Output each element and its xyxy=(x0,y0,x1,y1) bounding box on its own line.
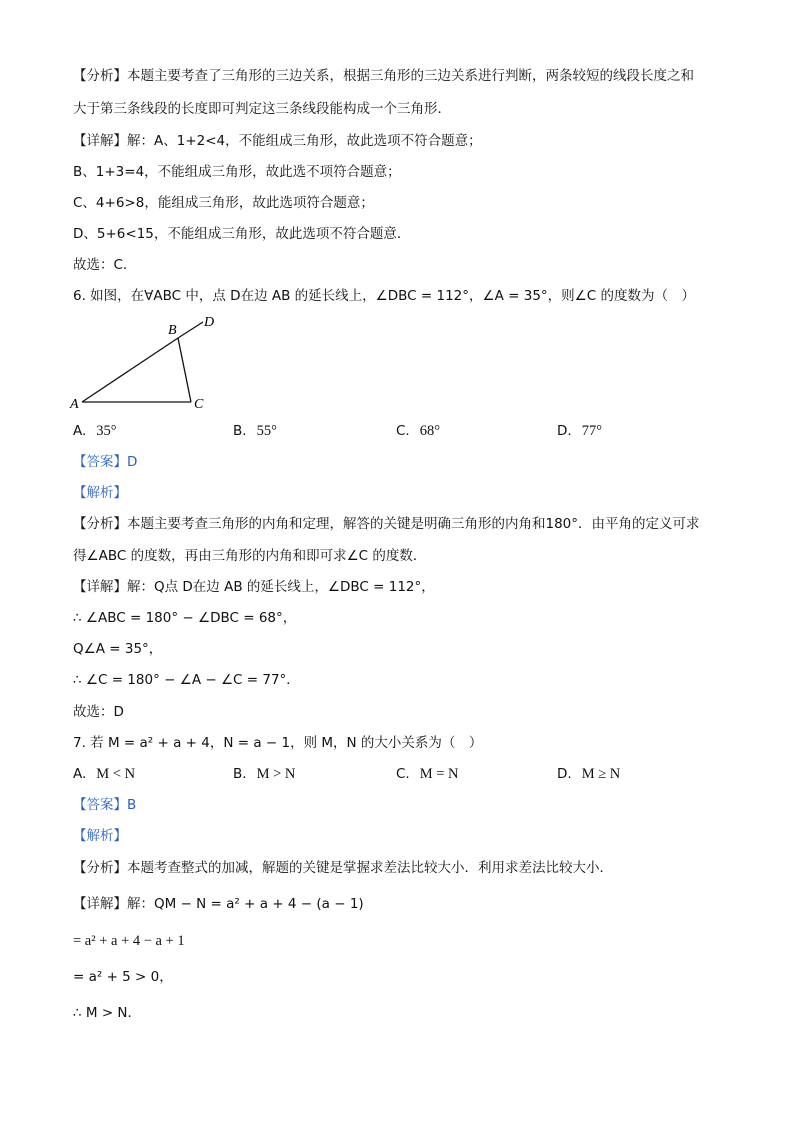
q6-option-c xyxy=(396,422,440,440)
q6-option-a xyxy=(73,422,117,440)
q5-detail-b: B、1+3=4，不能组成三角形，故此选不项符合题意； xyxy=(73,164,401,180)
label-b: B xyxy=(168,323,177,338)
q7-stem: 7. 若 M = a² + a + 4，N = a − 1，则 M，N 的大小关系为（ ） xyxy=(73,735,483,751)
option-value: M ≥ N xyxy=(581,766,621,782)
q5-analysis-line1: 【分析】本题主要考查了三角形的三边关系，根据三角形的三边关系进行判断，两条较短的线段长度之和 xyxy=(73,68,694,84)
q6-answer: 【答案】D xyxy=(73,454,138,470)
q7-detail3: = a² + 5 > 0， xyxy=(73,969,173,985)
q5-analysis-line2: 大于第三条线段的长度即可判定这三条线段能构成一个三角形． xyxy=(73,101,451,117)
option-letter: A. xyxy=(73,423,87,439)
q6-detail3: Q∠A = 35°， xyxy=(73,641,163,657)
segment-ab xyxy=(82,338,178,402)
option-value: 35° xyxy=(96,423,117,439)
q6-option-b xyxy=(233,422,277,440)
option-letter: B. xyxy=(233,423,247,439)
q5-detail-a: 【详解】解：A、1+2<4，不能组成三角形，故此选项不符合题意； xyxy=(73,133,482,149)
label-c: C xyxy=(194,397,204,412)
q7-answer: 【答案】B xyxy=(73,797,137,813)
q7-detail1: 【详解】解：QM − N = a² + a + 4 − (a − 1) xyxy=(73,896,364,912)
q6-option-d xyxy=(557,422,602,440)
q5-detail-d: D、5+6<15，不能组成三角形，故此选项不符合题意． xyxy=(73,226,411,242)
label-a: A xyxy=(70,397,79,412)
q6-stem: 6. 如图，在∀ABC 中，点 D在边 AB 的延长线上，∠DBC = 112°，∠A = 35°，则∠C 的度数为（ ） xyxy=(73,288,695,304)
q7-detail2: = a² + a + 4 − a + 1 xyxy=(73,933,185,949)
q7-option-b xyxy=(233,765,295,783)
option-value: M > N xyxy=(256,766,296,782)
q6-analysis-line1: 【分析】本题主要考查三角形的内角和定理，解答的关键是明确三角形的内角和180°．由平角的定义可求 xyxy=(73,516,700,532)
q7-option-a xyxy=(73,765,135,783)
q6-answer-choice: 故选：D xyxy=(73,704,124,720)
q7-explain-heading: 【解析】 xyxy=(73,828,127,844)
option-value: 77° xyxy=(581,423,602,439)
option-value: 68° xyxy=(419,423,441,439)
q7-option-c xyxy=(396,765,459,783)
option-letter: C. xyxy=(396,423,410,439)
segment-bc xyxy=(178,338,191,402)
q6-analysis-line2: 得∠ABC 的度数，再由三角形的内角和即可求∠C 的度数． xyxy=(73,548,427,564)
option-letter: D. xyxy=(557,423,572,439)
q6-detail1: 【详解】解：Q点 D在边 AB 的延长线上，∠DBC = 112°， xyxy=(73,579,435,595)
option-letter: A. xyxy=(73,766,87,782)
q6-detail4: ∴ ∠C = 180° − ∠A − ∠C = 77°． xyxy=(73,672,300,688)
label-d: D xyxy=(204,315,215,330)
option-letter: D. xyxy=(557,766,572,782)
q7-analysis: 【分析】本题考查整式的加减，解题的关键是掌握求差法比较大小．利用求差法比较大小． xyxy=(73,860,613,876)
option-value: 55° xyxy=(256,423,277,439)
option-value: M = N xyxy=(419,766,459,782)
q6-detail2: ∴ ∠ABC = 180° − ∠DBC = 68°， xyxy=(73,610,297,626)
q6-explain-heading: 【解析】 xyxy=(73,485,127,501)
option-letter: B. xyxy=(233,766,247,782)
q5-detail-c: C、4+6>8，能组成三角形，故此选项符合题意； xyxy=(73,195,374,211)
q7-option-d xyxy=(557,765,620,783)
q5-answer-choice: 故选：C． xyxy=(73,257,137,273)
option-value: M < N xyxy=(96,766,136,782)
q6-triangle-figure xyxy=(66,310,226,415)
option-letter: C. xyxy=(396,766,410,782)
segment-bd-extension xyxy=(178,322,203,338)
q7-detail4: ∴ M > N． xyxy=(73,1005,142,1021)
